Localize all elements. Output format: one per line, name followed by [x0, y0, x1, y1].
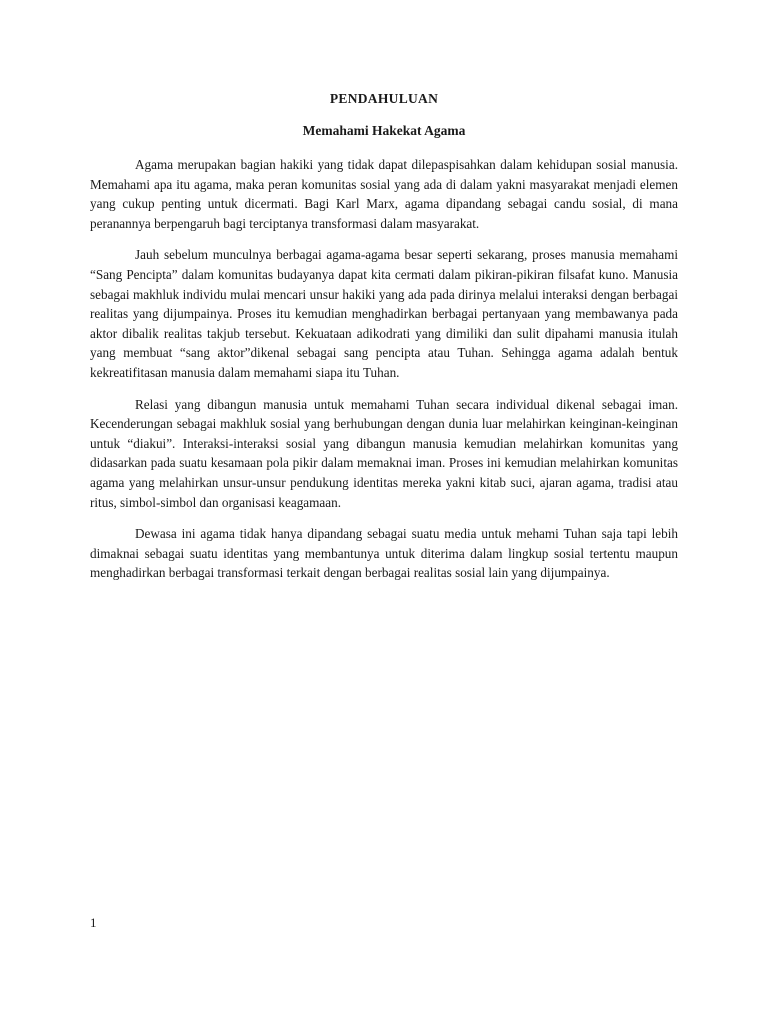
document-subtitle: Memahami Hakekat Agama	[302, 123, 466, 138]
document-body	[90, 155, 678, 595]
paragraph-4: Dewasa ini agama tidak hanya dipandang sebagai suatu media untuk mehami Tuhan saja tapi lebih dimaknai sebagai suatu identitas yang membantunya untuk diterima dalam lingkup sosial tertentu maupun menghadirkan berbagai transformasi terkait dengan berbagai realitas sosial lain yang dijumpainya.	[90, 526, 678, 581]
paragraph-1: Agama merupakan bagian hakiki yang tidak dapat dilepaspisahkan dalam kehidupan sosial manusia. Memahami apa itu agama, maka peran komunitas sosial yang ada di dalam yakni masyarakat menjadi elemen yang cukup penting untuk dicermati. Bagi Karl Marx, agama dipandang sebagai candu sosial, di mana peranannya berpengaruh bagi terciptanya transformasi dalam masyarakat.	[90, 157, 678, 231]
page-number: 1	[90, 915, 97, 930]
paragraph-3: Relasi yang dibangun manusia untuk memahami Tuhan secara individual dikenal sebagai iman. Kecenderungan sebagai makhluk sosial yang berhubungan dengan dunia luar melahirkan keinginan-keinginan untuk “diakui”. Interaksi-interaksi sosial yang dibangun manusia kemudian melahirkan komunitas yang didasarkan pada suatu kesamaan pola pikir dalam memaknai iman. Proses ini kemudian melahirkan komunitas agama yang melahirkan unsur-unsur pendukung identitas mereka yakni kitab suci, ajaran agama, tradisi atau ritus, simbol-simbol dan organisasi keagamaan.	[90, 396, 678, 510]
paragraph-2: Jauh sebelum munculnya berbagai agama-agama besar seperti sekarang, proses manusia memahami “Sang Pencipta” dalam komunitas budayanya dapat kita cermati dalam pikiran-pikiran filsafat kuno. Manusia sebagai makhluk individu mulai mencari unsur hakiki yang ada pada dirinya melalui interaksi dengan berbagai realitas yang dijumpainya. Proses itu kemudian menghadirkan berbagai pertanyaan yang membawanya pada aktor dibalik realitas takjub tersebut. Kekuataan adikodrati yang dimiliki dan sulit dipahami manusia itulah yang membuat “sang aktor”dikenal sebagai sang pencipta atau Tuhan. Sehingga agama adalah bentuk kekreatifitasan manusia dalam memahami siapa itu Tuhan.	[90, 247, 678, 380]
document-title: PENDAHULUAN	[329, 91, 439, 106]
